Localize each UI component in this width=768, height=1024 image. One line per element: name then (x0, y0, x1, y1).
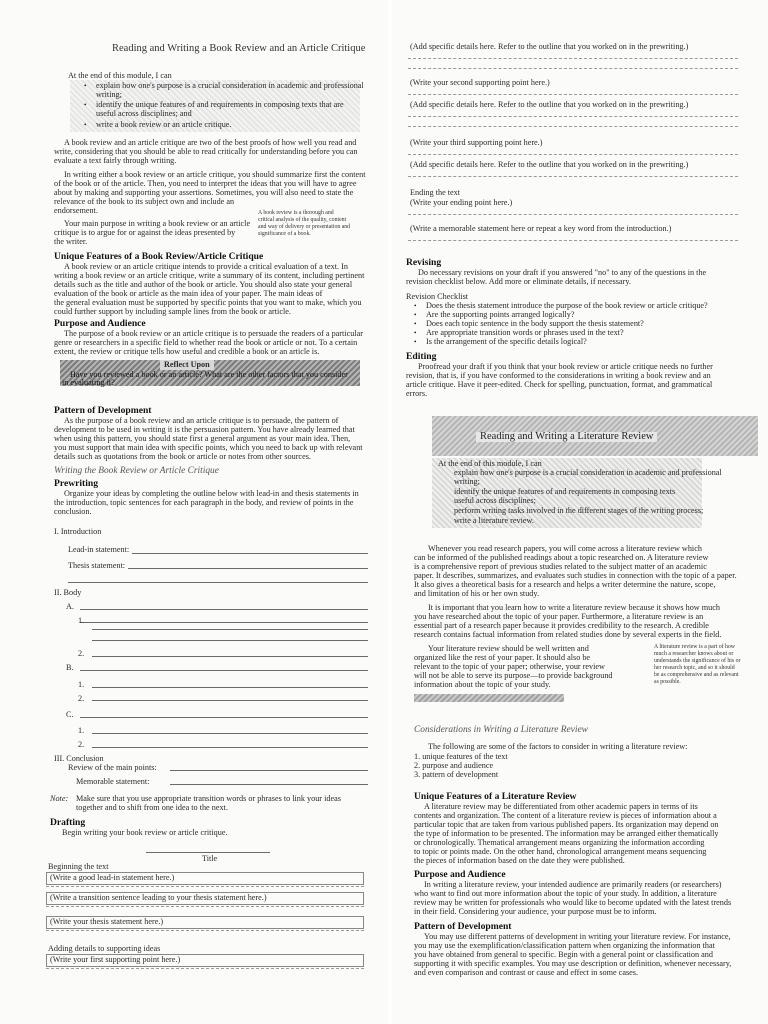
draft-prompt: (Write your third supporting point here.) (410, 138, 543, 147)
draft-prompt: (Write your first supporting point here.) (50, 955, 181, 964)
list-item: 2. purpose and audience (414, 761, 494, 770)
paragraph-line: A book review and an article critique are two of the best proofs of how well you read and (64, 138, 357, 147)
objective-item: writing; (96, 90, 122, 99)
sidenote-line: A book review is a thorough and (258, 210, 334, 216)
checklist-item: Are the supporting points arranged logically? (426, 310, 575, 319)
paragraph-line: review may be written for professionals who would like to become updated with the latest trends (414, 898, 732, 907)
paragraph-line: Whenever you read research papers, you will come across a literature review which (428, 544, 702, 553)
sidenote-line: significance of a book. (258, 231, 311, 237)
blank-line[interactable] (408, 58, 738, 59)
section-heading: Editing (406, 351, 437, 362)
outline-label: Memorable statement: (76, 777, 150, 786)
paragraph-line: development to be used in writing it is the persuasion pattern. You have already learned that (54, 425, 355, 434)
draft-prompt: (Add specific details here. Refer to the outline that you worked on in the prewriting.) (410, 42, 689, 51)
outline-label: Thesis statement: (68, 561, 128, 571)
reflect-text: Have you reviewed a book or an article? What are the other factors that you consider (70, 370, 348, 379)
blank-line[interactable] (92, 747, 368, 748)
paragraph-line: Organize your ideas by completing the outline below with lead-in and thesis statements in (64, 489, 359, 498)
page-title: Reading and Writing a Book Review and an Article Critique (112, 43, 366, 54)
title-label: Title (202, 854, 218, 863)
sidenote-line: A literature review is a part of how (654, 644, 735, 650)
paragraph-line: who want to find out more information about the topic of your study. In addition, a literature (414, 889, 717, 898)
paragraph-line: Do necessary revisions on your draft if you answered "no" to any of the questions in the (418, 268, 707, 277)
paragraph-line: you must support that main idea with specific points, which you need to back up with relevant (54, 443, 363, 452)
outline-label: A. (66, 602, 74, 611)
blank-line[interactable] (408, 154, 738, 155)
paragraph-line: The purpose of a book review or an article critique is to persuade the readers of a particular (64, 329, 363, 338)
outline-label: I. Introduction (54, 527, 102, 536)
paragraph-line: relevant to the topic of your paper; otherwise, your review (414, 662, 605, 671)
outline-label: B. (66, 663, 74, 672)
lit-title: Reading and Writing a Literature Review (476, 432, 657, 442)
paragraph-line: particular topic that are taken from various published papers. Its organization may depend on (414, 820, 719, 829)
paragraph-line: you may use the exemplification/classification pattern when organizing the information that (414, 941, 715, 950)
draft-prompt: (Add specific details here. Refer to the outline that you worked on in the prewriting.) (410, 100, 689, 109)
outline-label: III. Conclusion (54, 754, 104, 763)
paragraph-line: about by making and supporting your assertions. Sometimes, you will also need to state the (54, 188, 354, 197)
bullet: • (84, 101, 87, 109)
checklist-heading: Revision Checklist (406, 292, 469, 301)
outline-label: II. Body (54, 588, 82, 597)
paragraph-line: the writer. (54, 237, 88, 246)
section-heading: Writing the Book Review or Article Critique (54, 466, 219, 476)
sidenote-line: as possible. (654, 679, 681, 685)
paragraph-line: Your literature review should be well written and (428, 644, 589, 653)
objective-item: write a book review or an article critique. (96, 120, 232, 129)
section-heading: Revising (406, 257, 442, 268)
paragraph-line: will not be able to serve its purpose—to provide background (414, 671, 613, 680)
blank-line[interactable] (408, 176, 738, 177)
section-heading: Pattern of Development (54, 405, 152, 416)
sidenote-line: much a researcher knows about or (654, 651, 734, 657)
objective-item: explain how one's purpose is a crucial consideration in academic and professional (96, 81, 364, 90)
objective-item: explain how one's purpose is a crucial consideration in academic and professional (454, 468, 722, 477)
blank-line[interactable] (46, 906, 364, 907)
reflect-heading: Reflect Upon (160, 360, 214, 370)
note-text: together and to shift from one idea to the next. (76, 803, 228, 812)
section-heading: Pattern of Development (414, 921, 512, 932)
paragraph-line: supporting it with specific examples. You may use description or definition, whenever necessary, (414, 959, 732, 968)
paragraph-line: critique is to argue for or against the ideas presented by (54, 228, 236, 237)
sidenote-line: be as comprehensive and as relevant (654, 672, 739, 678)
objective-item: useful across disciplines; (454, 496, 536, 505)
section-heading: Considerations in Writing a Literature Review (414, 725, 588, 735)
paragraph-line: endorsement. (54, 206, 98, 215)
paragraph-line: information about the topic of your study. (414, 680, 551, 689)
checklist-item: Are appropriate transition words or phrases used in the text? (426, 328, 624, 337)
paragraph-line: article critique. Have it peer-edited. Check for spelling, punctuation, format, and grammatical (406, 380, 713, 389)
sidenote-line: her research topic, and so it should (654, 665, 735, 671)
blank-line[interactable] (80, 622, 368, 623)
blank-line[interactable] (92, 733, 368, 734)
paragraph-line: Your main purpose in writing a book review or an article (64, 219, 251, 228)
blank-line[interactable] (80, 609, 368, 610)
paragraph-line: contents and organization. The content of a literature review is pieces of information about a (414, 811, 717, 820)
sidenote-line: and way of delivery or presentation and (258, 224, 351, 230)
blank-line[interactable] (408, 94, 738, 95)
paragraph-line: You may use different patterns of development in writing your literature review. For instance, (424, 932, 731, 941)
blank-line[interactable] (46, 886, 364, 887)
paragraph-line: organized like the rest of your paper. It should also be (414, 653, 591, 662)
paragraph-line: when using this pattern, you should state first a general argument as your main idea. Then, (54, 434, 351, 443)
bullet: • (84, 82, 87, 90)
paragraph-line: evaluate a text fairly through writing. (54, 156, 177, 165)
paragraph-line: the type of information to be presented. The information may be arranged either thematically (414, 829, 719, 838)
paragraph-line: genre or researchers in a specific field to whether read the book or article or not. To a certain (54, 338, 358, 347)
section-heading: Prewriting (54, 478, 99, 489)
blank-line[interactable] (408, 116, 738, 117)
outline-label: 2. (78, 740, 85, 749)
paragraph-line: to topic or points made. On the other hand, chronological arrangement means sequencing (414, 847, 707, 856)
paragraph-line: extent, the review or critique tells how useful and credible a book or an article is. (54, 347, 320, 356)
paragraph-line: writing a book review or an article critique, write a summary of its content, including pertinent (54, 271, 365, 280)
list-item: 1. unique features of the text (414, 752, 508, 761)
paragraph-line: can be informed of the published readings about a topic researched on. A literature review (414, 553, 709, 562)
bullet: • (414, 329, 417, 337)
decorative-bar (414, 694, 564, 702)
objective-item: write a literature review. (454, 516, 534, 525)
paragraph-line: relevance of the book to its subject own and include an (54, 197, 235, 206)
paragraph-line: you have researched about the topic of your paper. Furthermore, a literature review is an (414, 612, 704, 621)
blank-line[interactable] (80, 717, 368, 718)
section-heading: Unique Features of a Literature Review (414, 791, 577, 802)
section-heading: Unique Features of a Book Review/Article Critique (54, 251, 264, 262)
outline-label: 1. (78, 616, 85, 625)
objectives-intro: At the end of this module, I can (68, 71, 172, 80)
paragraph-line: In writing a literature review, your intended audience are primarily readers (or researchers) (424, 880, 722, 889)
objectives-intro: At the end of this module, I can (438, 459, 542, 468)
draft-prompt: (Write your second supporting point here.) (410, 78, 550, 87)
paragraph-line: conclusion. (54, 507, 92, 516)
note-text: Make sure that you use appropriate transition words or phrases to link your ideas (76, 794, 341, 803)
blank-line[interactable] (92, 687, 368, 688)
paragraph-line: the general evaluation must be supported by specific points that you want to make, which you (54, 298, 362, 307)
blank-line[interactable] (132, 553, 368, 554)
bullet: • (414, 320, 417, 328)
paragraph-line: and limitation of his or her own study. (414, 589, 539, 598)
sidenote-line: understands the significance of his or (654, 658, 741, 664)
outline-label: Review of the main points: (68, 763, 157, 772)
blank-line[interactable] (408, 240, 738, 241)
objective-item: identify the unique features of and requirements in composing texts that are (96, 100, 344, 109)
blank-line[interactable] (92, 656, 368, 657)
paragraph-line: research contains factual information from related studies done by several experts in the field. (414, 630, 722, 639)
paragraph-line: It is important that you learn how to write a literature review because it shows how much (428, 603, 720, 612)
draft-label: Beginning the text (48, 862, 109, 871)
list-item: 3. pattern of development (414, 770, 499, 779)
objective-item: perform writing tasks involved in the different stages of the writing process; (454, 506, 704, 515)
sidenote-line: critical analysis of the quality, content (258, 217, 347, 223)
paragraph-line: The following are some of the factors to consider in writing a literature review: (428, 742, 688, 751)
blank-line[interactable] (170, 784, 368, 785)
paragraph-line: write, considering that you should be able to read critically for understanding before you can (54, 147, 358, 156)
section-heading: Purpose and Audience (54, 318, 146, 329)
section-heading: Purpose and Audience (414, 869, 506, 880)
outline-label: 2. (78, 649, 85, 658)
blank-line[interactable] (408, 126, 738, 127)
checklist-item: Does the thesis statement introduce the purpose of the book review or article critique? (426, 301, 708, 310)
paragraph-line: paper. It describes, summarizes, and evaluates such studies in connection with the topic of a paper. (414, 571, 737, 580)
blank-line[interactable] (408, 68, 738, 69)
paragraph-line: could further support by including sample lines from the book or article. (54, 307, 291, 316)
draft-label: Ending the text (410, 188, 461, 197)
paragraph-line: Proofread your draft if you think that your book review or article critique needs no further (418, 362, 713, 371)
blank-line[interactable] (92, 640, 368, 641)
outline-label: 2. (78, 694, 85, 703)
paragraph-line: It also gives a theoretical basis for a research and helps a writer determine the nature, scope, (414, 580, 716, 589)
paragraph-line: the pieces of information based on the date they were published. (414, 856, 625, 865)
bullet: • (414, 302, 417, 310)
checklist-item: Is the arrangement of the specific details logical? (426, 337, 587, 346)
title-line[interactable] (146, 852, 270, 853)
paragraph-line: In writing either a book review or an article critique, you should summarize first the content (64, 170, 366, 179)
paragraph-line: A literature review may be differentiated from other academic papers in terms of its (424, 802, 698, 811)
blank-line[interactable] (80, 670, 368, 671)
outline-label: 1. (78, 726, 85, 735)
paragraph-line: you have obtained from general to specific. Begin with a general point or classification and (414, 950, 713, 959)
draft-prompt: (Add specific details here. Refer to the outline that you worked on in the prewriting.) (410, 160, 689, 169)
bullet: • (414, 338, 417, 346)
paragraph-line: essential part of a research paper because it provides credibility to the research. A credible (414, 621, 709, 630)
outline-label: C. (66, 710, 74, 719)
objective-item: identify the unique features of and requirements in composing texts (454, 487, 676, 496)
objective-item: useful across disciplines; and (96, 109, 192, 118)
blank-line[interactable] (92, 700, 368, 701)
paragraph-line: the introduction, topic sentences for each paragraph in the body, and review of points in the (54, 498, 354, 507)
draft-prompt: (Write a memorable statement here or repeat a key word from the introduction.) (410, 224, 672, 233)
paragraph-line: is a comprehensive report of previous studies related to the subject matter of an academic (414, 562, 707, 571)
reflect-text: in evaluating it? (62, 378, 115, 387)
draft-prompt: (Write a good lead-in statement here.) (50, 873, 175, 882)
blank-line[interactable] (170, 770, 368, 771)
outline-label: 1. (78, 680, 85, 689)
paragraph-line: or chronologically. Thematical arrangement means organizing the information according (414, 838, 705, 847)
draft-prompt: (Write a transition sentence leading to your thesis statement here.) (50, 893, 267, 902)
checklist-item: Does each topic sentence in the body support the thesis statement? (426, 319, 644, 328)
draft-prompt: (Write your thesis statement here.) (50, 917, 164, 926)
section-heading: Drafting (50, 817, 86, 828)
paragraph-line: errors. (406, 389, 428, 398)
paragraph-line: Begin writing your book review or article critique. (62, 828, 228, 837)
blank-line[interactable] (46, 968, 364, 969)
blank-line[interactable] (68, 582, 368, 583)
paragraph-line: details such as the title and author of the book or article. You should also state your general (54, 280, 353, 289)
right-page (392, 0, 768, 1024)
paragraph-line: As the purpose of a book review and an article critique is to persuade, the pattern of (64, 416, 339, 425)
paragraph-line: A book review or an article critique intends to provide a critical evaluation of a text. In (64, 262, 348, 271)
draft-prompt: (Write your ending point here.) (410, 198, 513, 207)
bullet: • (414, 311, 417, 319)
paragraph-line: revision checklist below. Add more or eliminate details, if necessary. (406, 277, 631, 286)
outline-label: Lead-in statement: (68, 545, 130, 554)
objective-item: writing; (454, 477, 480, 486)
paragraph-line: evaluation of the book or article as the main idea of your paper. The main ideas of (54, 289, 323, 298)
draft-label: Adding details to supporting ideas (48, 944, 161, 953)
paragraph-line: in their field. Considering your audience, your purpose must be to inform. (414, 907, 657, 916)
note-label: Note: (50, 794, 69, 803)
paragraph-line: details such as quotations from the book or article or notes from other sources. (54, 452, 311, 461)
paragraph-line: of the book or of the article. Then, you need to interpret the ideas that you will have to agree (54, 179, 357, 188)
paragraph-line: revision, that is, if you have conformed to the considerations in writing a book review and an (406, 371, 711, 380)
blank-line[interactable] (92, 629, 368, 630)
blank-line[interactable] (46, 930, 364, 931)
bullet: • (84, 121, 87, 129)
blank-line[interactable] (408, 214, 738, 215)
paragraph-line: and even comparison and contrast or cause and effect in some cases. (414, 968, 639, 977)
